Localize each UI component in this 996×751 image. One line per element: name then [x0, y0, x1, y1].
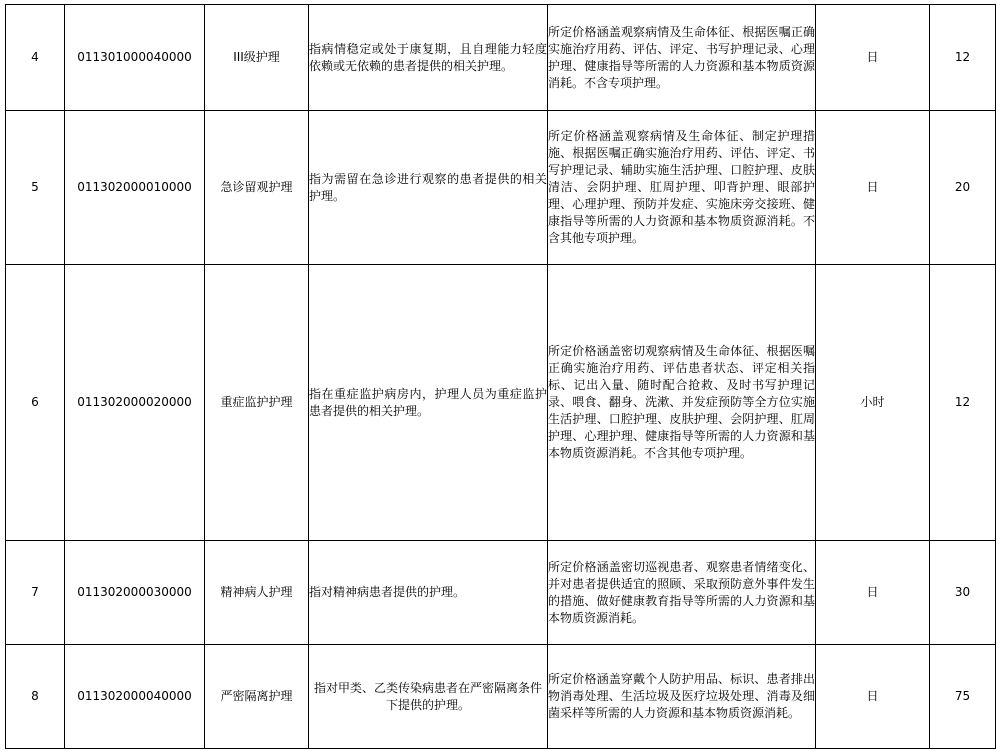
item-unit: 小时: [816, 265, 930, 541]
item-price: 12: [930, 265, 996, 541]
item-code: 011302000020000: [65, 265, 205, 541]
item-code: 011302000040000: [65, 645, 205, 749]
item-unit: 日: [816, 541, 930, 645]
item-code: 011301000040000: [65, 5, 205, 111]
item-price: 30: [930, 541, 996, 645]
item-price: 75: [930, 645, 996, 749]
item-content: 所定价格涵盖穿戴个人防护用品、标识、患者排出物消毒处理、生活垃圾及医疗垃圾处理、消毒及细菌采样等所需的人力资源和基本物质资源消耗。: [548, 645, 816, 749]
row-number: 4: [6, 5, 65, 111]
item-name: 重症监护护理: [205, 265, 309, 541]
item-price: 20: [930, 111, 996, 265]
row-number: 5: [6, 111, 65, 265]
item-name: 急诊留观护理: [205, 111, 309, 265]
row-number: 6: [6, 265, 65, 541]
item-price: 12: [930, 5, 996, 111]
item-content: 所定价格涵盖密切观察病情及生命体征、根据医嘱正确实施治疗用药、评估患者状态、评定相关指标、记出入量、随时配合抢救、及时书写护理记录、喂食、翻身、洗漱、并发症预防等全方位实施生活护理、口腔护理、皮肤护理、会阴护理、肛周护理、心理护理、健康指导等所需的人力资源和基本物质资源消耗。不含其他专项护理。: [548, 265, 816, 541]
table-row: [6, 541, 996, 645]
item-code: 011302000030000: [65, 541, 205, 645]
item-unit: 日: [816, 5, 930, 111]
table-row: [6, 111, 996, 265]
pricing-table: [5, 4, 996, 749]
item-description: 指对精神病患者提供的护理。: [309, 541, 548, 645]
item-name: 精神病人护理: [205, 541, 309, 645]
item-name: 严密隔离护理: [205, 645, 309, 749]
item-description: 指对甲类、乙类传染病患者在严密隔离条件下提供的护理。: [309, 645, 548, 749]
item-description: 指为需留在急诊进行观察的患者提供的相关护理。: [309, 111, 548, 265]
item-name: III级护理: [205, 5, 309, 111]
table-row: [6, 645, 996, 749]
row-number: 8: [6, 645, 65, 749]
row-number: 7: [6, 541, 65, 645]
item-description: 指在重症监护病房内，护理人员为重症监护患者提供的相关护理。: [309, 265, 548, 541]
item-content: 所定价格涵盖观察病情及生命体征、根据医嘱正确实施治疗用药、评估、评定、书写护理记录、心理护理、健康指导等所需的人力资源和基本物质资源消耗。不含专项护理。: [548, 5, 816, 111]
item-description: 指病情稳定或处于康复期，且自理能力轻度依赖或无依赖的患者提供的相关护理。: [309, 5, 548, 111]
item-code: 011302000010000: [65, 111, 205, 265]
item-content: 所定价格涵盖观察病情及生命体征、制定护理措施、根据医嘱正确实施治疗用药、评估、评定、书写护理记录、辅助实施生活护理、口腔护理、皮肤清洁、会阴护理、肛周护理、叩背护理、眼部护理、心理护理、预防并发症、实施床旁交接班、健康指导等所需的人力资源和基本物质资源消耗。不含其他专项护理。: [548, 111, 816, 265]
table-row: [6, 5, 996, 111]
item-content: 所定价格涵盖密切巡视患者、观察患者情绪变化、并对患者提供适宜的照顾、采取预防意外事件发生的措施、做好健康教育指导等所需的人力资源和基本物质资源消耗。: [548, 541, 816, 645]
table-row: [6, 265, 996, 541]
item-unit: 日: [816, 645, 930, 749]
item-unit: 日: [816, 111, 930, 265]
